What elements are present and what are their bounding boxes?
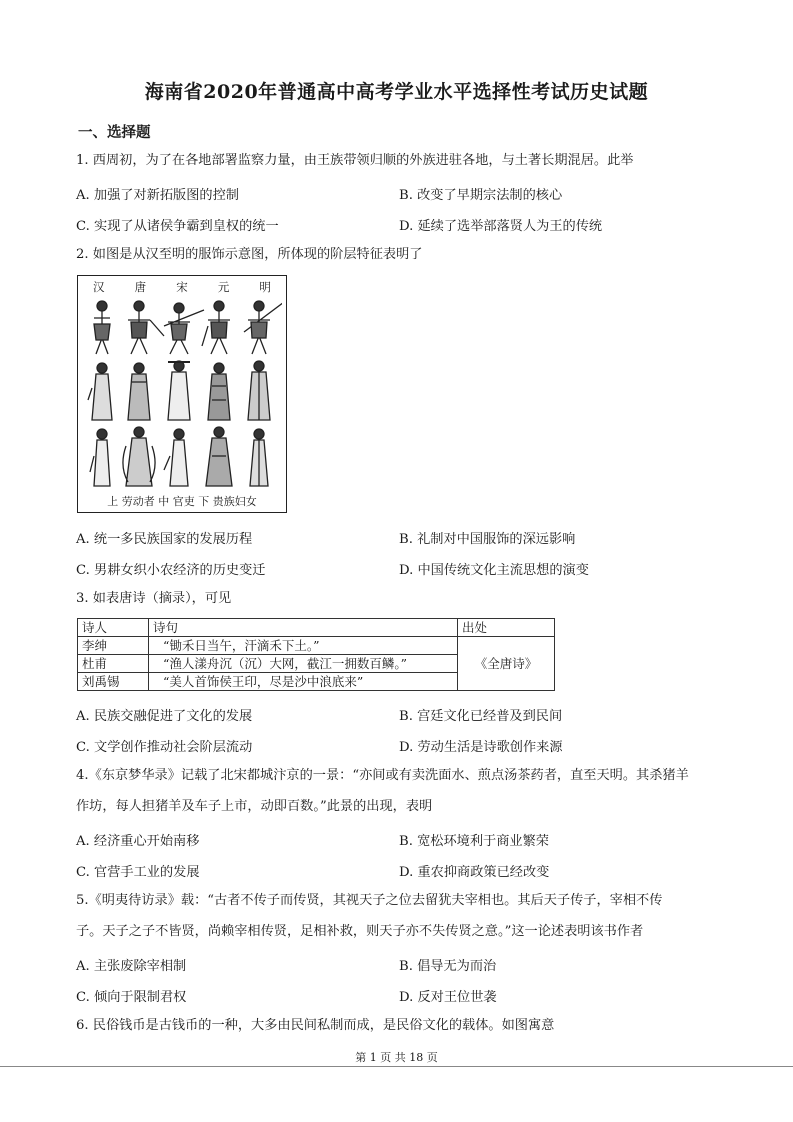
q5-option-c: C. 倾向于限制君权 <box>76 990 187 1005</box>
q5-option-a: A. 主张废除宰相制 <box>76 959 187 974</box>
q5-stem-line2: 子。天子之子不皆贤，尚赖宰相传贤，足相补救，则天子亦不失传贤之意。”这一论述表明该书作者 <box>76 924 644 939</box>
figure-dynasty-tang: 唐 <box>134 280 147 294</box>
q1-option-d: D. 延续了选举部落贤人为王的传统 <box>399 219 603 234</box>
table-header-poet: 诗人 <box>78 619 149 637</box>
page-number-footer: 第 1 页 共 18 页 <box>355 1051 438 1064</box>
poem-table <box>77 618 555 691</box>
q3-stem: 3. 如表唐诗（摘录），可见 <box>76 591 232 606</box>
q2-option-a: A. 统一多民族国家的发展历程 <box>76 532 253 547</box>
table-cell-poet: 刘禹锡 <box>78 673 149 691</box>
q4-option-a: A. 经济重心开始南移 <box>76 834 200 849</box>
q4-stem-line1: 4.《东京梦华录》记载了北宋都城汴京的一景：“亦间或有卖洗面水、煎点汤茶药者，直至天明。其杀猪羊 <box>76 768 689 783</box>
figure-dynasty-ming: 明 <box>259 280 271 294</box>
figure-caption: 上 劳动者 中 官吏 下 贵族妇女 <box>107 495 257 508</box>
q5-option-d: D. 反对王位世袭 <box>399 990 497 1005</box>
q3-option-d: D. 劳动生活是诗歌创作来源 <box>399 740 563 755</box>
table-header-source: 出处 <box>458 619 555 637</box>
table-cell-verse: “美人首饰侯王印，尽是沙中浪底来” <box>149 673 458 691</box>
q4-option-c: C. 官营手工业的发展 <box>76 865 200 880</box>
q4-stem-line2: 作坊，每人担猪羊及车子上市，动即百数。”此景的出现，表明 <box>76 799 433 814</box>
table-row <box>78 637 555 655</box>
q2-stem: 2. 如图是从汉至明的服饰示意图，所体现的阶层特征表明了 <box>76 247 423 262</box>
q1-stem: 1. 西周初，为了在各地部署监察力量，由王族带领归顺的外族进驻各地，与土著长期混居。此举 <box>76 153 634 168</box>
q4-option-d: D. 重农抑商政策已经改变 <box>399 865 550 880</box>
table-cell-poet: 杜甫 <box>78 655 149 673</box>
table-cell-verse: “渔人漾舟沉（沉）大网，截江一拥数百鳞。” <box>149 655 458 673</box>
q1-option-c: C. 实现了从诸侯争霸到皇权的统一 <box>76 219 279 234</box>
page-title: 海南省2020年普通高中高考学业水平选择性考试历史试题 <box>144 81 649 103</box>
q3-option-b: B. 宫廷文化已经普及到民间 <box>399 709 563 724</box>
footer-divider <box>0 1066 793 1067</box>
table-cell-verse: “锄禾日当午，汗滴禾下土。” <box>149 637 458 655</box>
official-figures <box>88 361 270 420</box>
table-header-row <box>78 619 555 637</box>
table-cell-poet: 李绅 <box>78 637 149 655</box>
costume-figure <box>77 275 287 513</box>
q5-stem-line1: 5.《明夷待访录》载：“古者不传子而传贤，其视天子之位去留犹夫宰相也。其后天子传子，宰相不传 <box>76 893 663 908</box>
q6-stem: 6. 民俗钱币是古钱币的一种，大多由民间私制而成，是民俗文化的载体。如图寓意 <box>76 1018 555 1033</box>
section-heading: 一、选择题 <box>78 124 151 141</box>
table-header-verse: 诗句 <box>149 619 458 637</box>
q2-option-c: C. 男耕女织小农经济的历史变迁 <box>76 563 266 578</box>
q3-option-a: A. 民族交融促进了文化的发展 <box>76 709 253 724</box>
q2-option-b: B. 礼制对中国服饰的深远影响 <box>399 532 576 547</box>
noblewoman-figures <box>90 427 268 486</box>
q5-option-b: B. 倡导无为而治 <box>399 959 497 974</box>
q3-option-c: C. 文学创作推动社会阶层流动 <box>76 740 253 755</box>
figure-dynasty-yuan: 元 <box>217 280 230 294</box>
q1-option-b: B. 改变了早期宗法制的核心 <box>399 188 563 203</box>
table-cell-source: 《全唐诗》 <box>458 637 555 691</box>
figure-dynasty-han: 汉 <box>93 280 105 294</box>
figure-dynasty-row <box>78 279 286 295</box>
q4-option-b: B. 宽松环境利于商业繁荣 <box>399 834 549 849</box>
q1-option-a: A. 加强了对新拓版图的控制 <box>76 188 239 203</box>
figure-dynasty-song: 宋 <box>176 280 188 294</box>
q2-option-d: D. 中国传统文化主流思想的演变 <box>399 563 589 578</box>
costume-illustration <box>84 296 282 488</box>
laborer-figures <box>94 301 282 354</box>
